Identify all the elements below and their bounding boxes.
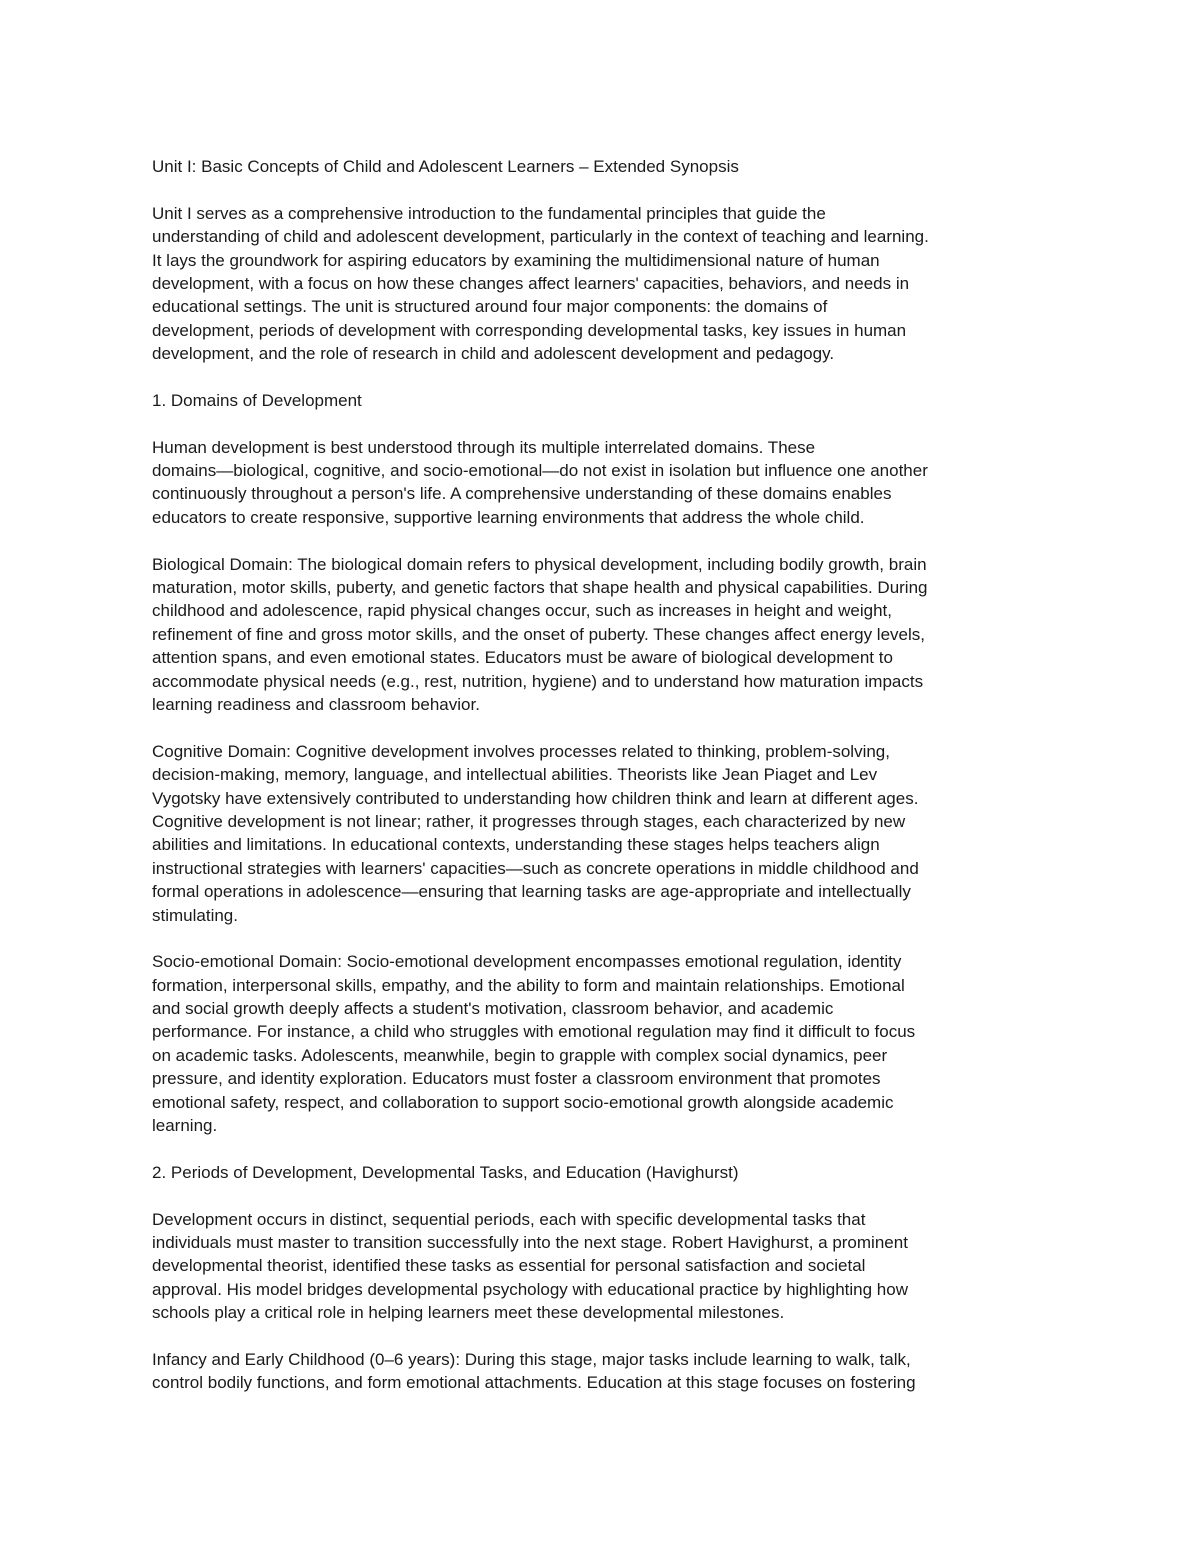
text-line: and social growth deeply affects a student's motivation, classroom behavior, and academic [152, 999, 834, 1019]
paragraph-cognitive-domain [152, 740, 1052, 927]
text-line: continuously throughout a person's life. A comprehensive understanding of these domains enables [152, 484, 892, 504]
text-line: abilities and limitations. In educational contexts, understanding these stages helps teachers align [152, 835, 880, 855]
text-line: pressure, and identity exploration. Educators must foster a classroom environment that promotes [152, 1069, 881, 1089]
text-line: Biological Domain: The biological domain refers to physical development, including bodily growth, brain [152, 554, 927, 574]
text-line: schools play a critical role in helping learners meet these developmental milestones. [152, 1303, 785, 1323]
text-line: learning readiness and classroom behavior. [152, 694, 480, 714]
text-line: refinement of fine and gross motor skills, and the onset of puberty. These changes affect energy levels, [152, 624, 925, 644]
text-line: instructional strategies with learners' capacities—such as concrete operations in middle childhood and [152, 858, 919, 878]
paragraph-biological-domain [152, 553, 1052, 717]
text-line: formation, interpersonal skills, empathy, and the ability to form and maintain relationships. Emotional [152, 975, 905, 995]
text-line: understanding of child and adolescent development, particularly in the context of teaching and learning. [152, 227, 929, 247]
document-body [152, 155, 1052, 1395]
text-line: emotional safety, respect, and collaboration to support socio-emotional growth alongside academic [152, 1092, 894, 1112]
text-line: Cognitive Domain: Cognitive development involves processes related to thinking, problem-solving, [152, 741, 890, 761]
text-line: developmental theorist, identified these tasks as essential for personal satisfaction and societal [152, 1256, 866, 1276]
text-line: decision-making, memory, language, and intellectual abilities. Theorists like Jean Piaget and Lev [152, 765, 878, 785]
text-line: 1. Domains of Development [152, 390, 362, 410]
text-line: Development occurs in distinct, sequential periods, each with specific developmental tasks that [152, 1209, 866, 1229]
text-line: development, and the role of research in child and adolescent development and pedagogy. [152, 344, 835, 364]
paragraph-periods-overview [152, 1208, 1052, 1325]
text-line: Vygotsky have extensively contributed to understanding how children think and learn at different ages. [152, 788, 919, 808]
text-line: on academic tasks. Adolescents, meanwhile, begin to grapple with complex social dynamics, peer [152, 1045, 888, 1065]
paragraph-domains-overview [152, 436, 1052, 530]
text-line: Human development is best understood through its multiple interrelated domains. These [152, 437, 816, 457]
paragraph-intro [152, 202, 1052, 366]
text-line: control bodily functions, and form emotional attachments. Education at this stage focuses on fostering [152, 1373, 916, 1393]
text-line: educational settings. The unit is structured around four major components: the domains of [152, 297, 828, 317]
text-line: maturation, motor skills, puberty, and genetic factors that shape health and physical capabilities. During [152, 578, 928, 598]
text-line: learning. [152, 1116, 218, 1136]
text-line: 2. Periods of Development, Developmental Tasks, and Education (Havighurst) [152, 1162, 739, 1182]
text-line: attention spans, and even emotional states. Educators must be aware of biological development to [152, 648, 893, 668]
paragraph-infancy-early-childhood [152, 1348, 1052, 1395]
text-line: stimulating. [152, 905, 238, 925]
text-line: It lays the groundwork for aspiring educators by examining the multidimensional nature of human [152, 250, 880, 270]
text-line: educators to create responsive, supportive learning environments that address the whole child. [152, 507, 865, 527]
text-line: formal operations in adolescence—ensuring that learning tasks are age-appropriate and intellectually [152, 882, 911, 902]
text-line: performance. For instance, a child who struggles with emotional regulation may find it difficult to focus [152, 1022, 916, 1042]
paragraph-socio-emotional-domain [152, 950, 1052, 1137]
text-line: accommodate physical needs (e.g., rest, nutrition, hygiene) and to understand how maturation impacts [152, 671, 924, 691]
document-title: Unit I: Basic Concepts of Child and Adolescent Learners – Extended Synopsis [152, 157, 739, 176]
text-line: Unit I serves as a comprehensive introduction to the fundamental principles that guide the [152, 203, 826, 223]
text-line: Socio-emotional Domain: Socio-emotional development encompasses emotional regulation, identity [152, 952, 902, 972]
text-line: development, periods of development with corresponding developmental tasks, key issues in human [152, 320, 907, 340]
paragraph-section-1-heading [152, 389, 1052, 412]
text-line: individuals must master to transition successfully into the next stage. Robert Havighurst, a prominent [152, 1232, 908, 1252]
text-line: childhood and adolescence, rapid physical changes occur, such as increases in height and weight, [152, 601, 892, 621]
text-line: Infancy and Early Childhood (0–6 years): During this stage, major tasks include learning to walk, talk, [152, 1349, 911, 1369]
text-line: development, with a focus on how these changes affect learners' capacities, behaviors, and needs in [152, 273, 910, 293]
text-line: approval. His model bridges developmental psychology with educational practice by highlighting how [152, 1279, 908, 1299]
text-line: Cognitive development is not linear; rather, it progresses through stages, each characterized by new [152, 811, 906, 831]
document-title-paragraph [152, 155, 1052, 178]
paragraph-section-2-heading [152, 1161, 1052, 1184]
text-line: domains—biological, cognitive, and socio-emotional—do not exist in isolation but influence one another [152, 461, 928, 481]
